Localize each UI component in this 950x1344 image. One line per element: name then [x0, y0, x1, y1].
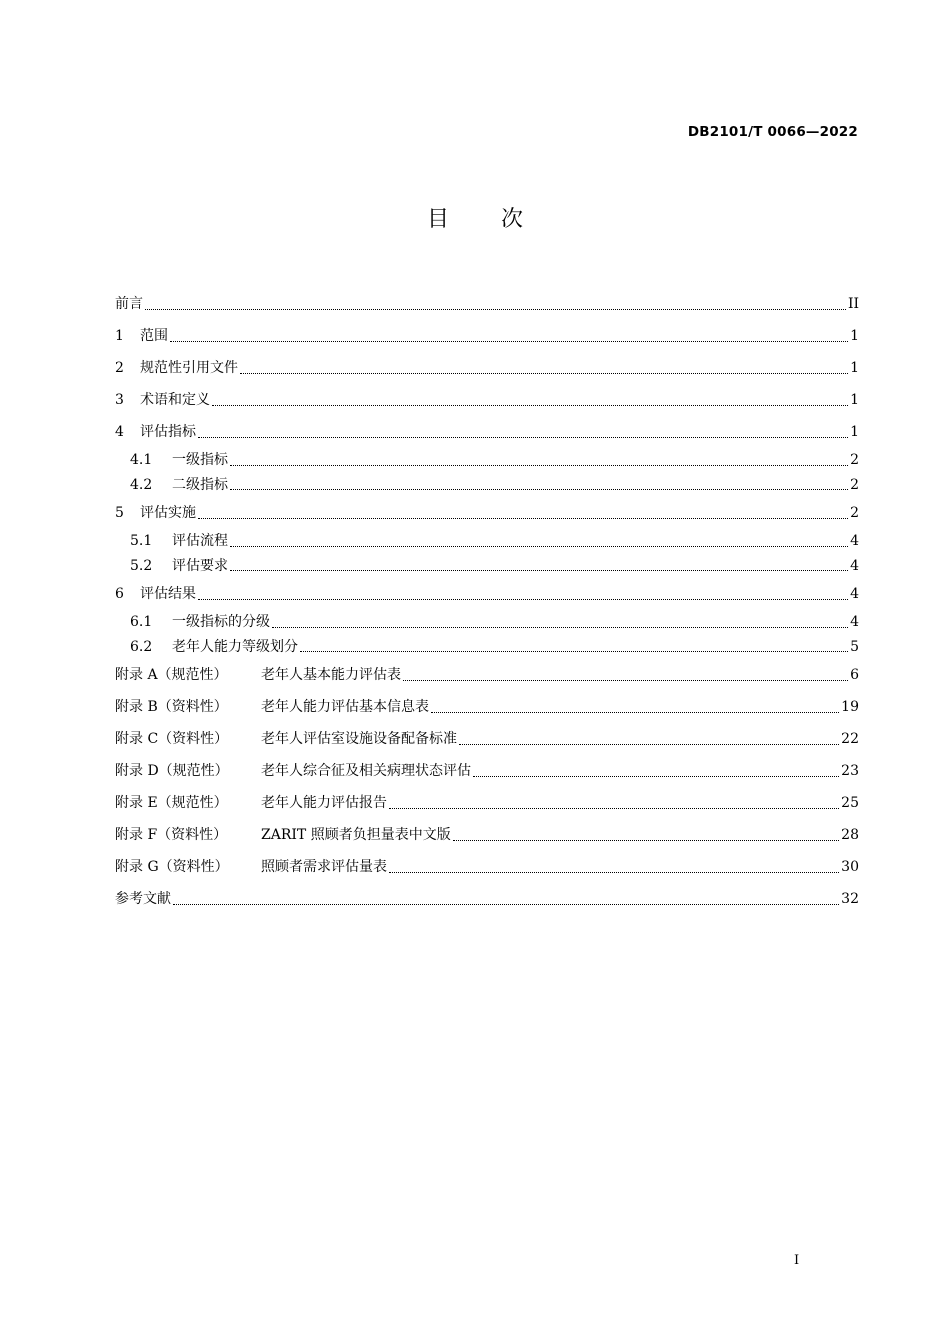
toc-dot-leader [459, 744, 839, 745]
toc-entry-number: 4.2 [130, 476, 153, 493]
toc-entry-page: 4 [850, 586, 859, 602]
toc-dot-leader [473, 776, 839, 777]
toc-entry-label: 老年人能力评估报告 [261, 795, 387, 811]
toc-entry[interactable] [115, 610, 859, 635]
toc-entry-number: 6.2 [130, 638, 153, 655]
toc-dot-leader [212, 405, 848, 406]
toc-entry-label: 评估结果 [140, 586, 196, 602]
toc-entry-number: 6 [115, 586, 124, 602]
toc-entry[interactable] [115, 497, 859, 529]
toc-entry-number: 4 [115, 424, 124, 440]
toc-entry-label: 评估要求 [172, 557, 228, 574]
toc-entry-label: 老年人能力等级划分 [172, 638, 298, 655]
toc-dot-leader [453, 840, 839, 841]
toc-entry-number: 附录 E（规范性） [115, 795, 228, 811]
toc-entry-page: 25 [841, 795, 859, 811]
toc-entry-label: 评估指标 [140, 424, 196, 440]
toc-entry-number: 3 [115, 392, 124, 408]
toc-entry-number: 附录 A（规范性） [115, 667, 228, 683]
document-code: DB2101/T 0066—2022 [687, 124, 858, 140]
toc-entry-number: 附录 B（资料性） [115, 699, 228, 715]
toc-dot-leader [173, 904, 839, 905]
toc-entry[interactable] [115, 787, 859, 819]
toc-entry-page: 1 [850, 328, 859, 344]
page-number: I [794, 1253, 800, 1268]
toc-entry-label: 一级指标 [172, 452, 228, 469]
toc-entry-page: 2 [850, 505, 859, 521]
toc-entry[interactable] [115, 473, 859, 498]
toc-entry[interactable] [115, 819, 859, 851]
toc-entry[interactable] [115, 416, 859, 448]
toc-entry-page: 4 [850, 533, 859, 550]
title-char-right: 次 [501, 207, 524, 232]
toc-entry[interactable] [115, 755, 859, 787]
toc-dot-leader [198, 518, 848, 519]
toc-entry-label: 老年人能力评估基本信息表 [261, 699, 429, 715]
table-of-contents [115, 288, 859, 915]
toc-entry-page: 6 [850, 667, 859, 683]
toc-dot-leader [403, 680, 848, 681]
toc-entry[interactable] [115, 448, 859, 473]
toc-entry-number: 5.1 [130, 533, 153, 550]
toc-entry-page: 1 [850, 392, 859, 408]
toc-entry-label: 范围 [140, 328, 168, 344]
toc-entry[interactable] [115, 384, 859, 416]
toc-entry-page: 28 [841, 827, 859, 843]
toc-entry[interactable] [115, 851, 859, 883]
toc-entry-page: II [847, 296, 859, 312]
toc-dot-leader [145, 309, 846, 310]
toc-entry[interactable] [115, 883, 859, 915]
toc-entry[interactable] [115, 659, 859, 691]
toc-entry-label: 术语和定义 [140, 392, 210, 408]
toc-entry-label: 规范性引用文件 [140, 360, 238, 376]
toc-entry-page: 1 [850, 424, 859, 440]
toc-entry[interactable] [115, 554, 859, 579]
toc-entry-number: 附录 F（资料性） [115, 827, 228, 843]
toc-entry-page: 2 [850, 452, 859, 469]
toc-entry-label: 一级指标的分级 [172, 614, 270, 631]
toc-dot-leader [230, 465, 848, 466]
toc-entry-page: 2 [850, 476, 859, 493]
toc-entry[interactable] [115, 723, 859, 755]
toc-dot-leader [198, 437, 848, 438]
toc-dot-leader [389, 808, 839, 809]
toc-dot-leader [230, 570, 848, 571]
toc-entry-label: 评估实施 [140, 505, 196, 521]
toc-entry-page: 23 [841, 763, 859, 779]
toc-entry-page: 19 [841, 699, 859, 715]
toc-entry-page: 4 [850, 614, 859, 631]
toc-entry-page: 5 [850, 638, 859, 655]
toc-entry-label: 老年人评估室设施设备配备标准 [261, 731, 457, 747]
toc-entry-number: 附录 C（资料性） [115, 731, 229, 747]
toc-entry[interactable] [115, 691, 859, 723]
toc-entry-number: 附录 D（规范性） [115, 763, 229, 779]
toc-entry-page: 32 [841, 891, 859, 907]
toc-dot-leader [240, 373, 848, 374]
toc-entry-page: 30 [841, 859, 859, 875]
toc-entry[interactable] [115, 578, 859, 610]
toc-entry[interactable] [115, 320, 859, 352]
toc-entry-number: 4.1 [130, 452, 153, 469]
toc-entry-label: 评估流程 [172, 533, 228, 550]
title-char-left: 目 [426, 207, 449, 232]
toc-entry[interactable] [115, 352, 859, 384]
toc-entry-label: 二级指标 [172, 476, 228, 493]
toc-entry-label: 参考文献 [115, 891, 171, 907]
toc-entry-label: 老年人综合征及相关病理状态评估 [261, 763, 471, 779]
toc-entry-number: 附录 G（资料性） [115, 859, 229, 875]
toc-dot-leader [198, 599, 848, 600]
toc-dot-leader [272, 627, 848, 628]
page-title [0, 202, 950, 233]
toc-entry-page: 4 [850, 557, 859, 574]
toc-entry-label: 老年人基本能力评估表 [261, 667, 401, 683]
toc-dot-leader [170, 341, 848, 342]
toc-entry[interactable] [115, 288, 859, 320]
toc-entry-number: 2 [115, 360, 124, 376]
toc-entry[interactable] [115, 529, 859, 554]
toc-dot-leader [230, 546, 848, 547]
toc-entry[interactable] [115, 635, 859, 660]
toc-entry-page: 1 [850, 360, 859, 376]
toc-entry-number: 5 [115, 505, 124, 521]
toc-dot-leader [431, 712, 839, 713]
toc-dot-leader [389, 872, 839, 873]
toc-entry-label: 前言 [115, 296, 143, 312]
toc-entry-number: 6.1 [130, 614, 153, 631]
toc-entry-label: 照顾者需求评估量表 [261, 859, 387, 875]
toc-entry-number: 5.2 [130, 557, 153, 574]
toc-entry-label: ZARIT 照顾者负担量表中文版 [261, 827, 451, 843]
toc-dot-leader [300, 651, 848, 652]
toc-dot-leader [230, 489, 848, 490]
toc-entry-number: 1 [115, 328, 124, 344]
toc-entry-page: 22 [841, 731, 859, 747]
